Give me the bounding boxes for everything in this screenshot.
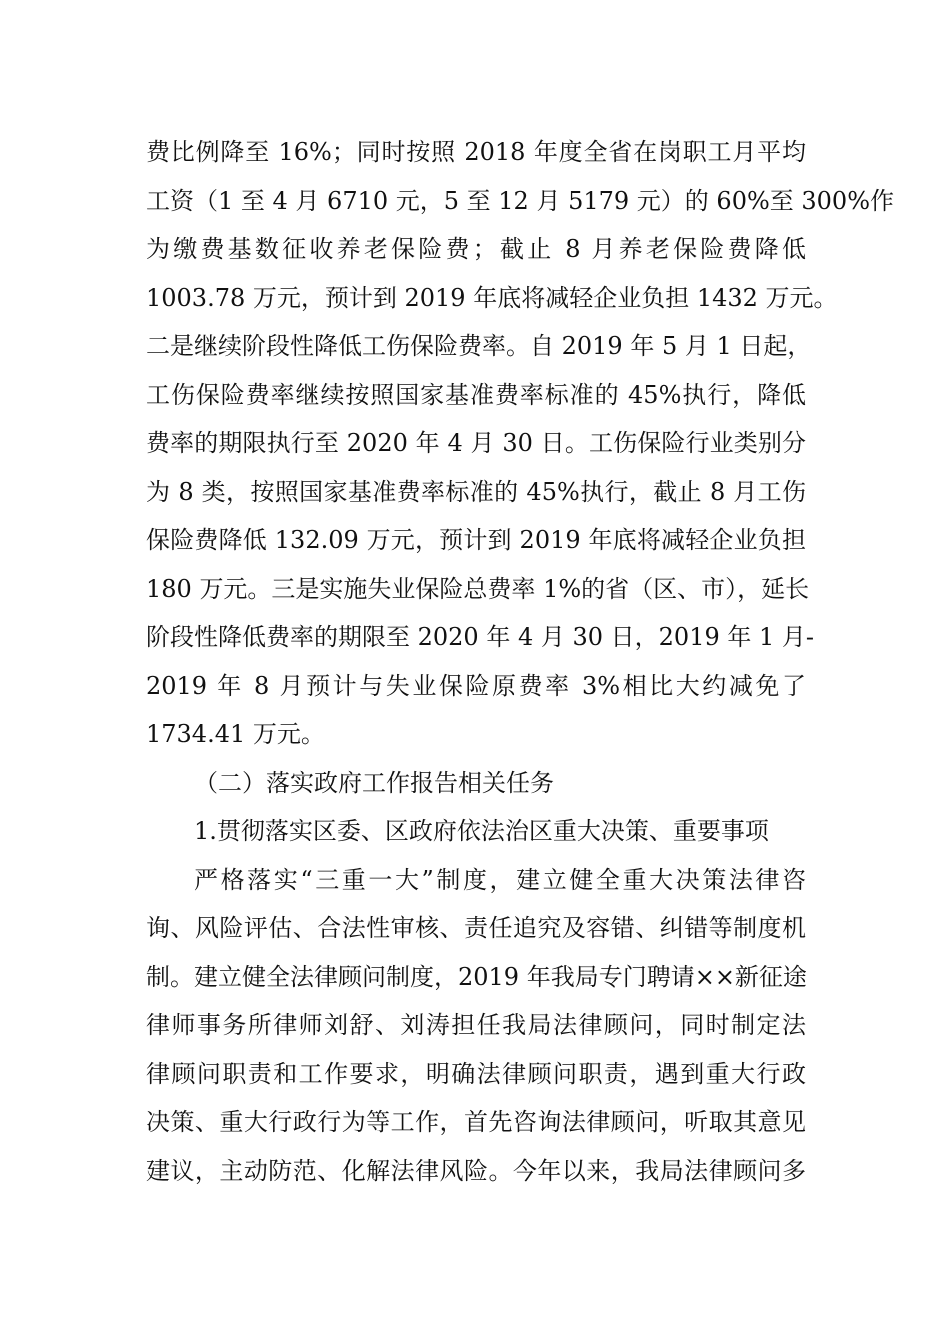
paragraph-line: 阶段性降低费率的期限至 2020 年 4 月 30 日，2019 年 1 月- xyxy=(146,623,815,651)
paragraph-line: 为 8 类，按照国家基准费率标准的 45%执行，截止 8 月工伤 xyxy=(146,477,806,506)
paragraph-line: 费比例降至 16%；同时按照 2018 年度全省在岗职工月平均 xyxy=(146,138,806,166)
paragraph-line: 2019 年 8 月预计与失业保险原费率 3%相比大约减免了 xyxy=(146,671,806,700)
paragraph-line: 1003.78 万元，预计到 2019 年底将减轻企业负担 1432 万元。 xyxy=(146,283,838,312)
paragraph-line: 二是继续阶段性降低工伤保险费率。自 2019 年 5 月 1 日起， xyxy=(146,332,812,360)
paragraph-line: 工资（1 至 4 月 6710 元，5 至 12 月 5179 元）的 60%至 300%作 xyxy=(146,186,895,215)
subsection-heading: 1.贯彻落实区委、区政府依法治区重大决策、重要事项 xyxy=(194,817,769,845)
paragraph-line: 律顾问职责和工作要求，明确法律顾问职责，遇到重大行政 xyxy=(146,1059,806,1088)
paragraph-line: 建议，主动防范、化解法律风险。今年以来，我局法律顾问多 xyxy=(146,1156,806,1185)
paragraph-line: 保险费降低 132.09 万元，预计到 2019 年底将减轻企业负担 xyxy=(146,526,806,554)
paragraph-line: 询、风险评估、合法性审核、责任追究及容错、纠错等制度机 xyxy=(146,914,806,942)
paragraph-line: 180 万元。三是实施失业保险总费率 1%的省（区、市），延长 xyxy=(146,574,810,603)
paragraph-line: 决策、重大行政行为等工作，首先咨询法律顾问，听取其意见 xyxy=(146,1108,806,1136)
document-body xyxy=(146,128,895,1195)
paragraph-line: 严格落实“三重一大”制度，建立健全重大决策法律咨 xyxy=(194,865,806,894)
paragraph-line: 律师事务所律师刘舒、刘涛担任我局法律顾问，同时制定法 xyxy=(146,1011,806,1039)
section-heading: （二）落实政府工作报告相关任务 xyxy=(194,768,554,797)
paragraph-line: 工伤保险费率继续按照国家基准费率标准的 45%执行，降低 xyxy=(146,380,806,409)
paragraph-line: 1734.41 万元。 xyxy=(146,720,325,748)
paragraph-line: 制。建立健全法律顾问制度，2019 年我局专门聘请××新征途 xyxy=(146,962,807,991)
paragraph-line: 为缴费基数征收养老保险费；截止 8 月养老保险费降低 xyxy=(146,235,806,263)
paragraph-line: 费率的期限执行至 2020 年 4 月 30 日。工伤保险行业类别分 xyxy=(146,429,806,457)
